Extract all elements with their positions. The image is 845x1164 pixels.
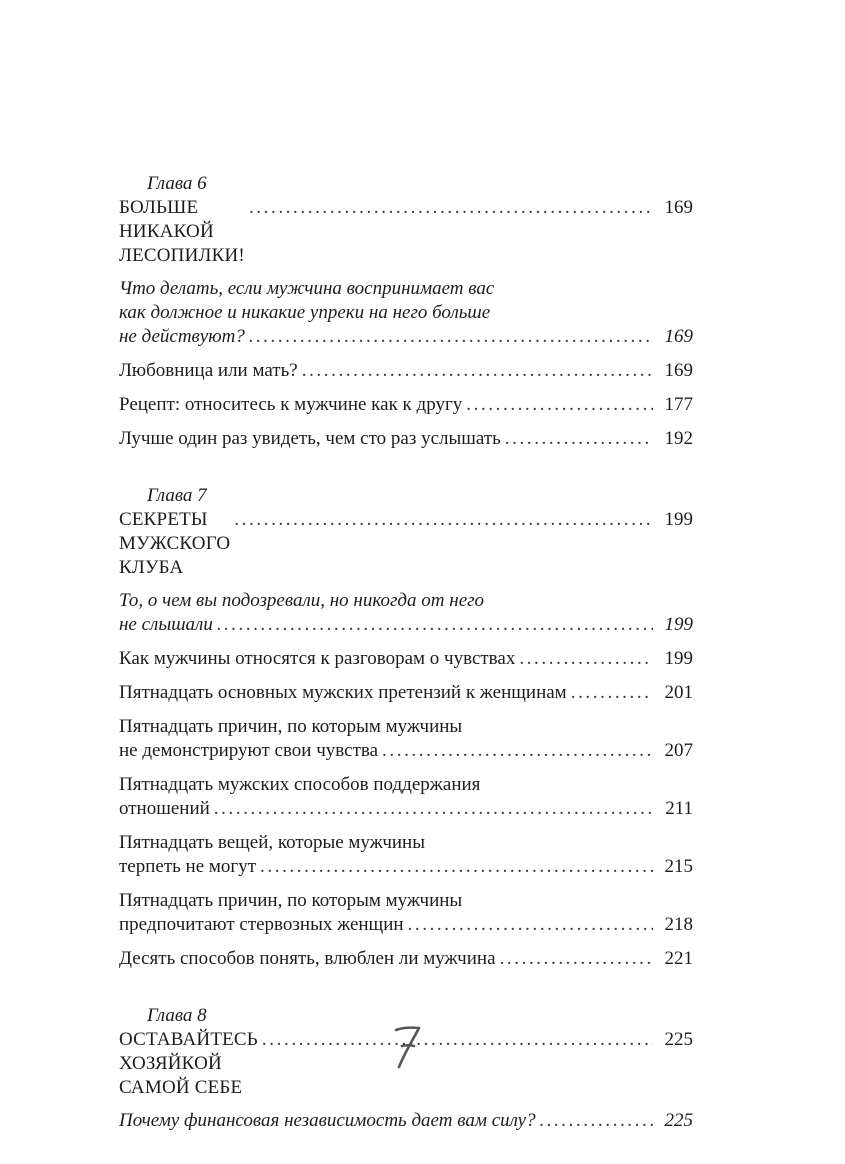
dot-leader: [500, 947, 653, 971]
page-number: 221: [664, 948, 693, 969]
chapter-title: ОСТАВАЙТЕСЬ ХОЗЯЙКОЙ САМОЙ СЕБЕ: [119, 1029, 258, 1098]
dot-leader: [519, 647, 653, 671]
toc-entry[interactable]: [119, 277, 693, 349]
entry-last-line: [119, 947, 693, 971]
entry-last-line: [119, 613, 693, 637]
entry-text: Рецепт: относитесь к мужчине как к другу: [119, 394, 463, 415]
toc-entry[interactable]: [119, 647, 693, 671]
dot-leader: [249, 325, 653, 349]
entry-last-line: [119, 427, 693, 451]
table-of-contents: [119, 172, 693, 1133]
toc-entry[interactable]: [119, 947, 693, 971]
entry-line: Пятнадцать причин, по которым мужчины: [119, 890, 463, 911]
entry-last-line: [119, 393, 693, 417]
toc-entry[interactable]: [119, 1109, 693, 1133]
page-number: 225: [664, 1029, 693, 1050]
entry-text: не слышали: [119, 614, 213, 635]
chapter-label: Глава 7: [147, 485, 207, 506]
chapter-title: БОЛЬШЕ НИКАКОЙ ЛЕСОПИЛКИ!: [119, 197, 245, 266]
dot-leader: [214, 797, 653, 821]
entry-text: терпеть не могут: [119, 856, 257, 877]
page-number: 169: [664, 360, 693, 381]
page-number: 169: [664, 197, 693, 218]
dot-leader: [302, 359, 653, 383]
page-number: 207: [664, 740, 693, 761]
page-number: 192: [664, 428, 693, 449]
dot-leader: [382, 739, 653, 763]
entry-text: не действуют?: [119, 326, 245, 347]
dot-leader: [540, 1109, 653, 1133]
page-number: 201: [664, 682, 693, 703]
chapter-label: Глава 8: [147, 1005, 207, 1026]
entry-last-line: [119, 739, 693, 763]
page-number: 199: [664, 509, 693, 530]
toc-entry[interactable]: [119, 831, 693, 879]
toc-entry[interactable]: [119, 681, 693, 705]
toc-entry[interactable]: [119, 427, 693, 451]
toc-entry[interactable]: [119, 359, 693, 383]
dot-leader: [408, 913, 653, 937]
entry-line: Пятнадцать причин, по которым мужчины: [119, 716, 463, 737]
entry-text: не демонстрируют свои чувства: [119, 740, 379, 761]
entry-text: Любовница или мать?: [119, 360, 298, 381]
entry-last-line: [119, 1109, 693, 1133]
entry-line: Пятнадцать вещей, которые мужчины: [119, 832, 425, 853]
entry-line: как должное и никакие упреки на него больше: [119, 302, 491, 323]
page-number: 225: [664, 1110, 693, 1131]
entry-line: Что делать, если мужчина воспринимает вас: [119, 278, 495, 299]
entry-line: То, о чем вы подозревали, но никогда от него: [119, 590, 485, 611]
entry-text: отношений: [119, 798, 210, 819]
dot-leader: [260, 855, 653, 879]
chapter-title-row[interactable]: [119, 508, 693, 580]
entry-text: Лучше один раз увидеть, чем сто раз услышать: [119, 428, 501, 449]
page-folio: [392, 1024, 422, 1070]
toc-entry[interactable]: [119, 715, 693, 763]
entry-text: Почему финансовая независимость дает вам силу?: [119, 1110, 536, 1131]
entry-last-line: [119, 913, 693, 937]
entry-text: Как мужчины относятся к разговорам о чувствах: [119, 648, 516, 669]
dot-leader: [234, 508, 653, 532]
dot-leader: [249, 196, 653, 220]
page-number: 199: [664, 648, 693, 669]
dot-leader: [262, 1028, 653, 1052]
entry-line: Пятнадцать мужских способов поддержания: [119, 774, 481, 795]
toc-entry[interactable]: [119, 773, 693, 821]
chapter-label: Глава 6: [147, 173, 207, 194]
entry-last-line: [119, 325, 693, 349]
entry-text: предпочитают стервозных женщин: [119, 914, 404, 935]
toc-entry[interactable]: [119, 589, 693, 637]
dot-leader: [571, 681, 653, 705]
toc-entry[interactable]: [119, 889, 693, 937]
entry-last-line: [119, 855, 693, 879]
entry-last-line: [119, 681, 693, 705]
chapter-6: [119, 172, 693, 451]
dot-leader: [217, 613, 653, 637]
entry-last-line: [119, 797, 693, 821]
entry-last-line: [119, 359, 693, 383]
chapter-title: СЕКРЕТЫ МУЖСКОГО КЛУБА: [119, 509, 231, 578]
page-number: 169: [664, 326, 693, 347]
chapter-title-row[interactable]: [119, 196, 693, 268]
chapter-7: [119, 484, 693, 971]
dot-leader: [466, 393, 653, 417]
folio-numeral-seven: [396, 1028, 419, 1067]
page-number: 199: [664, 614, 693, 635]
entry-text: Пятнадцать основных мужских претензий к женщинам: [119, 682, 567, 703]
page-number: 218: [664, 914, 693, 935]
page-number: 211: [665, 798, 693, 819]
page-number: 215: [664, 856, 693, 877]
toc-entry[interactable]: [119, 393, 693, 417]
entry-text: Десять способов понять, влюблен ли мужчина: [119, 948, 496, 969]
dot-leader: [505, 427, 653, 451]
page-number: 177: [664, 394, 693, 415]
entry-last-line: [119, 647, 693, 671]
